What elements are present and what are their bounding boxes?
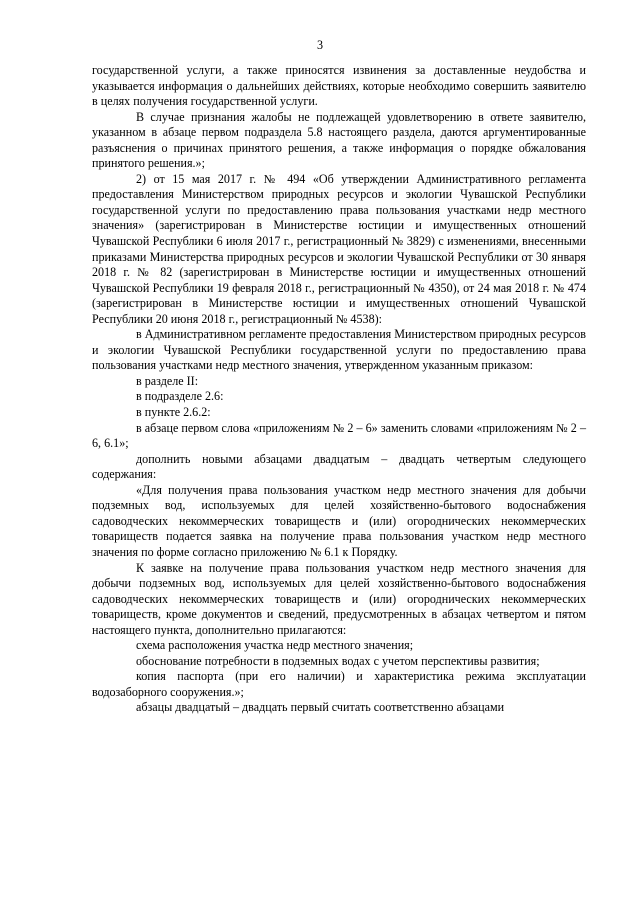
paragraph-15: абзацы двадцатый – двадцать первый считать соответственно абзацами <box>136 700 505 715</box>
paragraph-8: в абзаце первом слова «приложениям № 2 – 6» заменить словами «приложениям № 2 – 6, 6.1»; <box>92 420 586 451</box>
paragraph-2: В случае признания жалобы не подлежащей удовлетворению в ответе заявителю, указанном в абзаце первом подраздела 5.8 настоящего раздела, даются аргументированные разъяснения о причинах принятого решения, а также информация о порядке обжалования принятого решения.»; <box>92 109 586 171</box>
paragraph-13: обоснование потребности в подземных водах с учетом перспективы развития; <box>136 653 540 668</box>
paragraph-3: 2) от 15 мая 2017 г. № 494 «Об утверждении Административного регламента предоставления Министерством природных ресурсов и экологии Чувашской Республики государственной услуги по предоставлению права пользования участками недр местного значения» (зарегистрирован в Министерстве юстиции и имущественных отношений Чувашской Республики 6 июля 2017 г., регистрационный № 3829) с изменениями, внесенными приказами Министерства природных ресурсов и экологии Чувашской Республики от 30 января 2018 г. № 82 (зарегистрирован в Министерстве юстиции и имущественных отношений Чувашской Республики 19 февраля 2018 г., регистрационный № 4350), от 24 мая 2018 г. № 474 (зарегистрирован в Министерстве юстиции и имущественных отношений Чувашской Республики 20 июня 2018 г., регистрационный № 4538): <box>92 171 586 326</box>
paragraph-10: «Для получения права пользования участком недр местного значения для добычи подземных вод, используемых для целей хозяйственно-бытового водоснабжения садоводческих некоммерческих товариществ и (или) огороднических некоммерческих товариществ подается заявка на получение права пользования участком недр местного значения по форме согласно приложению № 6.1 к Порядку. <box>92 482 586 559</box>
paragraph-12: схема расположения участка недр местного значения; <box>136 638 414 653</box>
paragraph-6: в подразделе 2.6: <box>136 389 224 404</box>
page-number: 3 <box>316 38 324 52</box>
paragraph-1: государственной услуги, а также приносятся извинения за доставленные неудобства и указывается информация о дальнейших действиях, которые необходимо совершить заявителю в целях получения государственной услуги. <box>92 63 586 109</box>
paragraph-11: К заявке на получение права пользования участком недр местного значения для добычи подземных вод, используемых для целей хозяйственно-бытового водоснабжения садоводческих некоммерческих товариществ и (или) огороднических некоммерческих товариществ, кроме документов и сведений, предусмотренных в абзацах четвертом и пятом настоящего пункта, дополнительно прилагаются: <box>92 560 586 637</box>
document-body <box>92 63 586 716</box>
paragraph-5: в разделе II: <box>136 373 199 388</box>
paragraph-9: дополнить новыми абзацами двадцатым – двадцать четвертым следующего содержания: <box>92 451 586 482</box>
paragraph-4: в Административном регламенте предоставления Министерством природных ресурсов и экологии Чувашской Республики государственной услуги по предоставлению права пользования участками недр местного значения, утвержденном указанным приказом: <box>92 327 586 373</box>
paragraph-14: копия паспорта (при его наличии) и характеристика режима эксплуатации водозаборного сооружения.»; <box>92 669 586 699</box>
paragraph-7: в пункте 2.6.2: <box>136 405 211 420</box>
